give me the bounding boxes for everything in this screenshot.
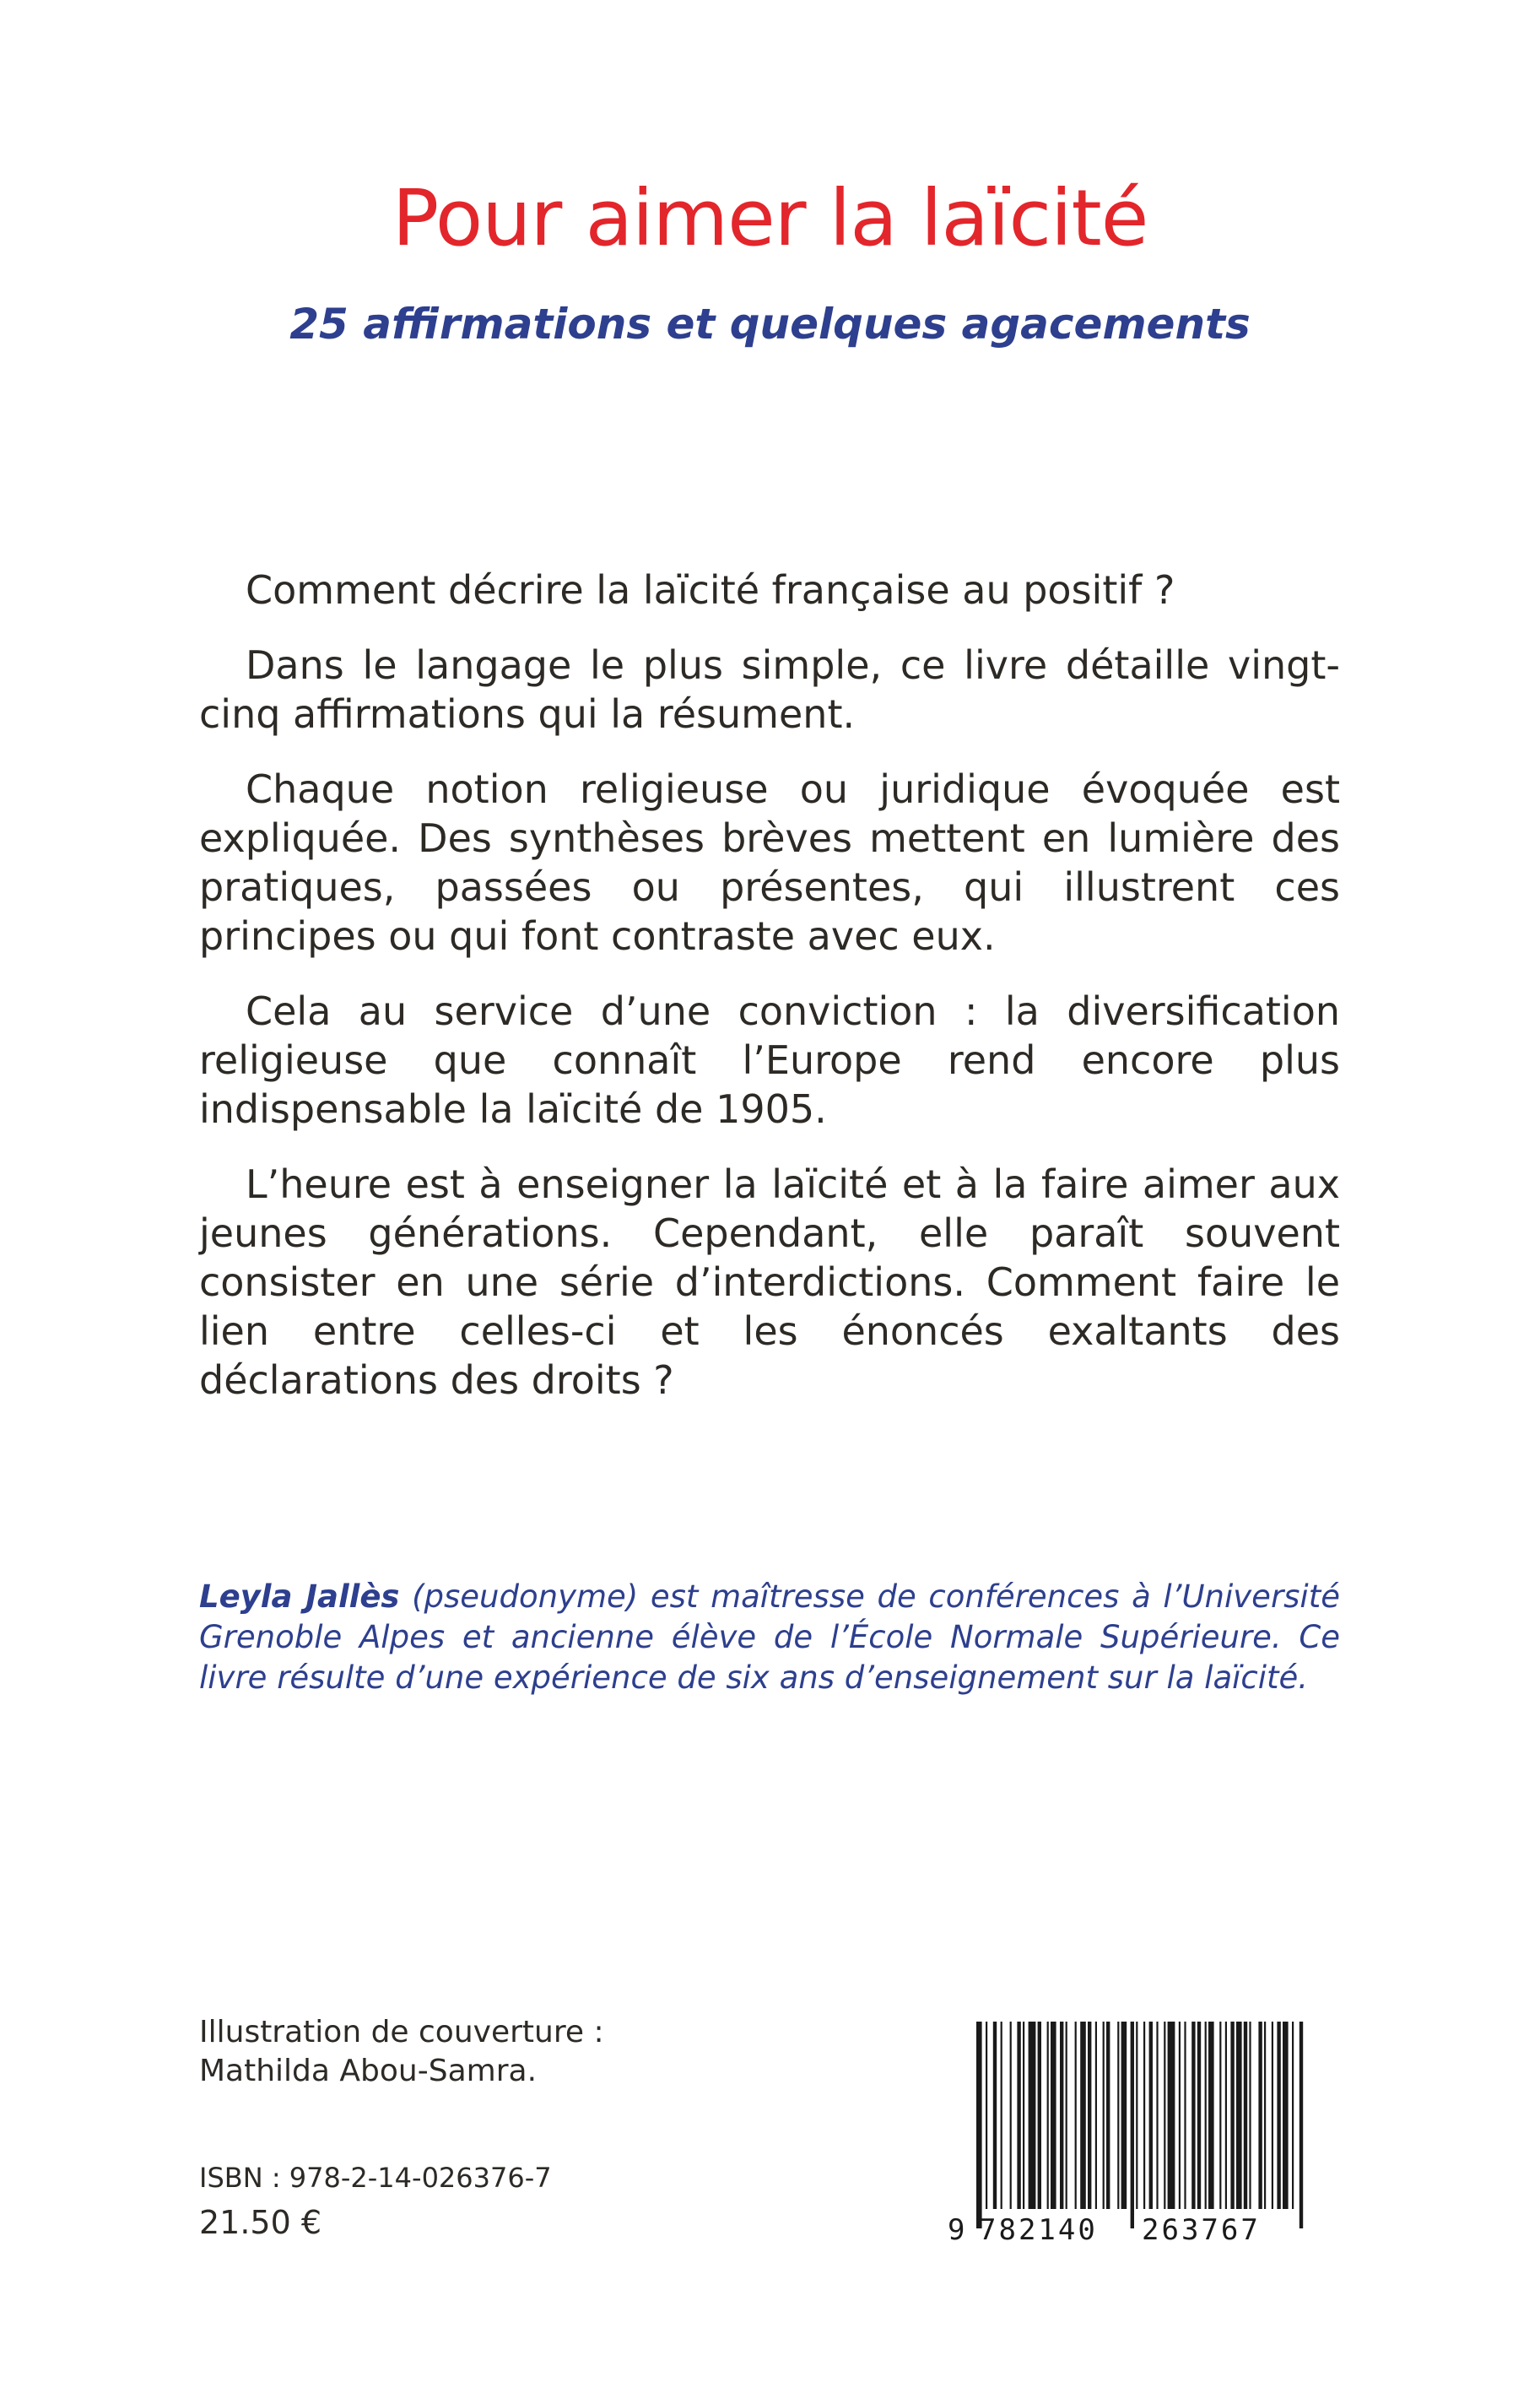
barcode xyxy=(941,2022,1312,2245)
author-bio-text: (pseudonyme) est maîtresse de conférences à l’Université Grenoble Alpes et ancienne élève de l’École Normale Supérieure. Ce livre résulte d’une expérience de six ans d’enseignement sur la laïcité. xyxy=(199,1578,1340,1696)
barcode-bar xyxy=(1283,2022,1289,2209)
author-name: Leyla Jallès xyxy=(199,1578,400,1615)
barcode-bar xyxy=(1080,2022,1086,2209)
barcode-bar xyxy=(1230,2022,1234,2209)
barcode-bars xyxy=(976,2022,1303,2228)
barcode-bar xyxy=(1197,2022,1201,2209)
barcode-bar xyxy=(1143,2022,1145,2209)
barcode-bar xyxy=(1244,2022,1247,2209)
barcode-bar xyxy=(1010,2022,1012,2209)
barcode-bar xyxy=(1258,2022,1262,2209)
illustration-credits xyxy=(199,2013,604,2091)
book-subtitle: 25 affirmations et quelques agacements xyxy=(289,300,1251,349)
blurb-paragraph: L’heure est à enseigner la laïcité et à la faire aimer aux jeunes générations. Cependant, elle paraît souvent consister en une série d’interdictions. Comment faire le lien entre celles-ci et les énoncés exaltants des déclarations des droits ? xyxy=(199,1161,1340,1403)
barcode-bar xyxy=(1103,2022,1105,2209)
isbn: ISBN : 978-2-14-026376-7 xyxy=(199,2162,552,2194)
barcode-bar xyxy=(1208,2022,1214,2209)
author-bio xyxy=(199,1577,1340,1698)
credits-label: Illustration de couverture : xyxy=(199,2015,604,2049)
barcode-bar xyxy=(1117,2022,1119,2209)
barcode-bar xyxy=(1168,2022,1175,2209)
barcode-bar xyxy=(993,2022,997,2209)
barcode-bar xyxy=(1264,2022,1266,2209)
barcode-bar xyxy=(1225,2022,1227,2209)
blurb-paragraph: Chaque notion religieuse ou juridique évoquée est expliquée. Des synthèses brèves mettent en lumière des pratiques, passées ou présentes, qui illustrent ces principes ou qui font contraste avec eux. xyxy=(199,766,1340,959)
barcode-bar xyxy=(1272,2022,1273,2209)
barcode-bar xyxy=(1023,2022,1024,2209)
barcode-bar xyxy=(1156,2022,1158,2209)
barcode-bar xyxy=(1038,2022,1041,2209)
barcode-bar xyxy=(1219,2022,1221,2209)
barcode-digits-left: 782140 xyxy=(979,2213,1098,2245)
barcode-bar xyxy=(1047,2022,1049,2209)
barcode-bar xyxy=(1277,2022,1280,2209)
barcode-bar xyxy=(1249,2022,1251,2209)
blurb-paragraph: Dans le langage le plus simple, ce livre détaille vingt-cinq affirmations qui la résument. xyxy=(199,642,1340,737)
barcode-bar xyxy=(1106,2022,1110,2209)
barcode-bar xyxy=(1075,2022,1077,2209)
barcode-bar xyxy=(1191,2022,1195,2209)
barcode-digit-first: 9 xyxy=(948,2213,965,2245)
price: 21.50 € xyxy=(199,2204,322,2241)
blurb-paragraph: Comment décrire la laïcité française au positif ? xyxy=(246,567,1175,613)
barcode-bar xyxy=(986,2022,987,2209)
barcode-bar xyxy=(976,2022,982,2228)
blurb-paragraph: Cela au service d’une conviction : la diversification religieuse que connaît l’Europe rend encore plus indispensable la laïcité de 1905. xyxy=(199,988,1340,1132)
barcode-bar xyxy=(1149,2022,1153,2209)
barcode-bar xyxy=(1131,2022,1134,2228)
barcode-bar xyxy=(1292,2022,1294,2209)
barcode-bar xyxy=(1184,2022,1186,2209)
barcode-bar xyxy=(1060,2022,1063,2209)
barcode-bar xyxy=(1136,2022,1137,2209)
barcode-bar xyxy=(1300,2022,1303,2228)
book-title: Pour aimer la laïcité xyxy=(392,173,1148,263)
barcode-bar xyxy=(1164,2022,1165,2209)
barcode-bar xyxy=(1051,2022,1056,2209)
barcode-bar xyxy=(1088,2022,1091,2209)
credits-illustrator: Mathilda Abou-Samra. xyxy=(199,2054,538,2088)
barcode-bar xyxy=(1121,2022,1127,2209)
barcode-bar xyxy=(1001,2022,1002,2209)
blurb xyxy=(199,566,1340,1431)
barcode-bar xyxy=(1066,2022,1067,2209)
barcode-bar xyxy=(1095,2022,1097,2209)
barcode-bar xyxy=(1236,2022,1242,2209)
barcode-bar xyxy=(1017,2022,1020,2209)
barcode-bar xyxy=(1205,2022,1207,2209)
barcode-bar xyxy=(1029,2022,1036,2209)
barcode-digits-right: 263767 xyxy=(1142,2213,1261,2245)
barcode-bar xyxy=(1179,2022,1181,2209)
